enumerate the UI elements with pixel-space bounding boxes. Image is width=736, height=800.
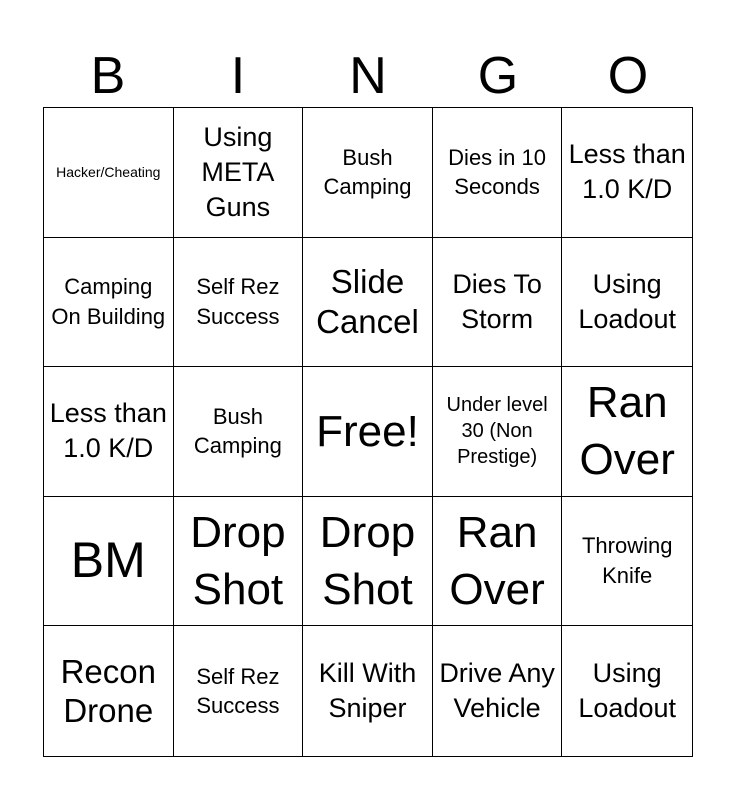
bingo-cell[interactable]: [433, 108, 563, 238]
bingo-cell[interactable]: [174, 238, 304, 368]
header-letter-i: I: [230, 47, 246, 105]
bingo-cell[interactable]: [562, 238, 692, 368]
cell-text: Recon Drone: [60, 652, 156, 730]
header-letter-b: B: [90, 47, 126, 105]
cell-text: Using Loadout: [578, 268, 676, 334]
cell-text: Bush Camping: [193, 403, 282, 459]
cell-text: Throwing Knife: [581, 533, 673, 589]
bingo-cell[interactable]: [44, 626, 174, 756]
cell-text: Less than 1.0 K/D: [49, 398, 167, 464]
cell-text: Camping On Building: [51, 274, 166, 329]
bingo-cell[interactable]: [562, 367, 692, 497]
bingo-cell[interactable]: [562, 626, 692, 756]
bingo-cell[interactable]: [562, 108, 692, 238]
header-letter-o: O: [607, 47, 649, 105]
cell-text: Self Rez Success: [196, 274, 280, 329]
cell-text: Bush Camping: [323, 144, 412, 200]
bingo-cell[interactable]: [174, 626, 304, 756]
bingo-cell[interactable]: [433, 497, 563, 627]
bingo-cell[interactable]: [303, 497, 433, 627]
cell-text: Dies in 10 Seconds: [448, 144, 547, 200]
bingo-cell[interactable]: [303, 108, 433, 238]
bingo-cell[interactable]: [433, 238, 563, 368]
bingo-cell[interactable]: [433, 626, 563, 756]
cell-text: Self Rez Success: [196, 663, 280, 719]
bingo-cell[interactable]: [303, 238, 433, 368]
bingo-cell[interactable]: [303, 626, 433, 756]
bingo-header: [43, 46, 693, 106]
cell-text: BM: [70, 532, 146, 589]
bingo-cell[interactable]: [174, 367, 304, 497]
bingo-cell[interactable]: [44, 497, 174, 627]
bingo-board: [43, 107, 693, 757]
cell-text: Kill With Sniper: [318, 658, 417, 724]
cell-text: Free!: [316, 406, 419, 456]
header-letter-n: N: [349, 47, 387, 105]
bingo-cell[interactable]: [174, 497, 304, 627]
cell-text: Drive Any Vehicle: [439, 658, 555, 724]
bingo-cell[interactable]: [44, 108, 174, 238]
cell-text: Using Loadout: [578, 658, 676, 724]
bingo-cell[interactable]: [44, 238, 174, 368]
bingo-cell[interactable]: [433, 367, 563, 497]
bingo-cell[interactable]: [562, 497, 692, 627]
bingo-cell[interactable]: [174, 108, 304, 238]
cell-text: Using META Guns: [201, 121, 275, 222]
cell-text: Under level 30 (Non Prestige): [446, 394, 548, 469]
bingo-cell-free[interactable]: [303, 367, 433, 497]
cell-text: Ran Over: [449, 507, 545, 615]
cell-text: Less than 1.0 K/D: [568, 139, 686, 205]
bingo-cell[interactable]: [44, 367, 174, 497]
cell-text: Slide Cancel: [316, 263, 419, 340]
cell-text: Hacker/Cheating: [56, 164, 161, 181]
cell-text: Dies To Storm: [452, 268, 542, 334]
cell-text: Drop Shot: [190, 507, 286, 615]
header-letter-g: G: [477, 47, 519, 105]
cell-text: Ran Over: [579, 378, 675, 485]
cell-text: Drop Shot: [319, 507, 416, 615]
